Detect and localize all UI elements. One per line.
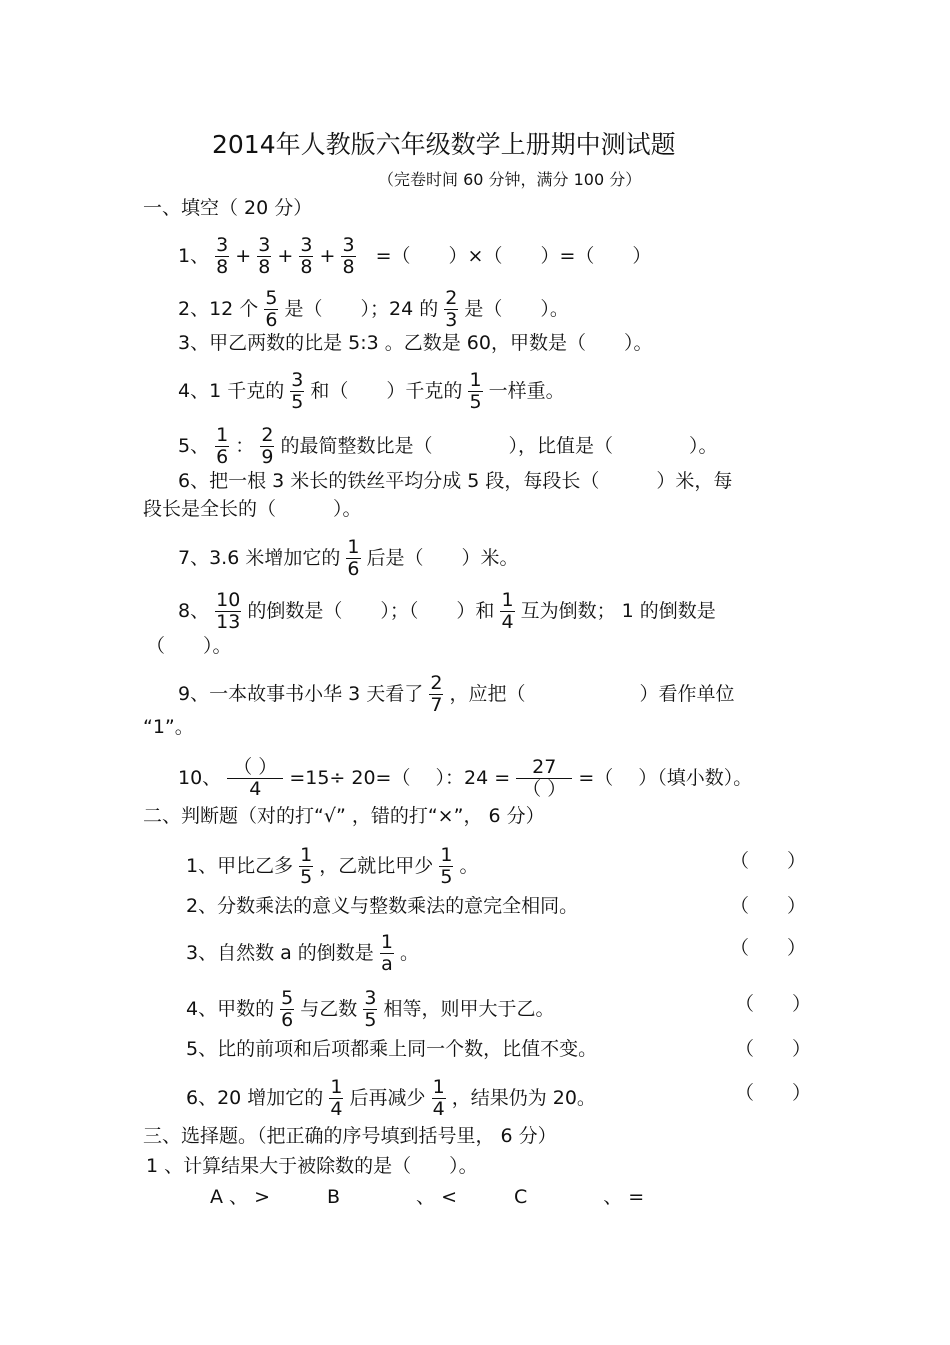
question-1-10: 10、 （ ） 4 =15÷ 20=（ ）：24 = 27 （ ） =（ ）（填小数）。 — [178, 756, 753, 800]
question-1-5: 5、 $\frac{1}{6}$ ： $\frac{2}{9}$ 的最简整数比是（ ），比值是（ ）。 — [178, 424, 718, 468]
question-1-3: 3、甲乙两数的比是 5:3 。乙数是 60，甲数是（ ）。 — [178, 332, 653, 354]
question-1-6-line2: 段长是全长的（ ）。 — [143, 498, 362, 520]
judgement-2: 2、分数乘法的意义与整数乘法的意完全相同。 — [186, 895, 579, 917]
section-3-heading: 三、选择题。（把正确的序号填到括号里， 6 分） — [143, 1125, 557, 1147]
judgement-5: 5、比的前项和后项都乘上同一个数，比值不变。 — [186, 1038, 598, 1060]
question-1-1: 1、 $\frac{3}{8}$ + $\frac{3}{8}$ + $\frac{3}{8}$ + $\frac{3}{8}$ =（ ）×（ ）=（ ） — [178, 234, 652, 278]
choice-1-options: A 、 > B 、 < C 、 = — [210, 1186, 645, 1208]
question-1-9-line1: 9、一本故事书小华 3 天看了 $\frac{2}{7}$ ，应把（ ）看作单位 — [178, 672, 735, 716]
page-subtitle: （完卷时间 60 分钟，满分 100 分） — [378, 170, 642, 189]
question-1-8-line2: （ ）。 — [146, 635, 232, 657]
judgement-1: 1、甲比乙多 $\frac{1}{5}$ ，乙就比甲少 $\frac{1}{5}$ 。 — [186, 844, 479, 888]
judgement-6-answer-box[interactable]: （ ） — [735, 1082, 812, 1104]
question-1-8-line1: 8、 $\frac{10}{13}$ 的倒数是（ ）；（ ）和 $\frac{1}{4}$ 互为倒数； 1 的倒数是 — [178, 589, 716, 633]
judgement-6: 6、20 增加它的 $\frac{1}{4}$ 后再减少 $\frac{1}{4}$ ，结果仍为 20。 — [186, 1076, 596, 1120]
question-1-7: 7、3.6 米增加它的 $\frac{1}{6}$ 后是（ ）米。 — [178, 536, 519, 580]
judgement-4: 4、甲数的 $\frac{5}{6}$ 与乙数 $\frac{3}{5}$ 相等，则甲大于乙。 — [186, 987, 555, 1031]
judgement-2-answer-box[interactable]: （ ） — [730, 895, 807, 917]
judgement-4-answer-box[interactable]: （ ） — [735, 993, 812, 1015]
question-1-4: 4、1 千克的 $\frac{3}{5}$ 和（ ）千克的 $\frac{1}{5}$ 一样重。 — [178, 369, 565, 413]
judgement-1-answer-box[interactable]: （ ） — [730, 850, 807, 872]
section-1-heading: 一、填空（ 20 分） — [143, 197, 313, 219]
choice-1: 1 、计算结果大于被除数的是（ ）。 — [146, 1155, 478, 1177]
question-1-6-line1: 6、把一根 3 米长的铁丝平均分成 5 段，每段长（ ）米，每 — [178, 470, 733, 492]
judgement-3: 3、自然数 a 的倒数是 $\frac{1}{a}$ 。 — [186, 931, 420, 975]
page-title: 2014年人教版六年级数学上册期中测试题 — [212, 130, 676, 159]
judgement-3-answer-box[interactable]: （ ） — [730, 937, 807, 959]
judgement-5-answer-box[interactable]: （ ） — [735, 1038, 812, 1060]
section-2-heading: 二、判断题（对的打“√” ，错的打“×”， 6 分） — [143, 805, 545, 827]
question-1-2: 2、12 个 $\frac{5}{6}$ 是（ ）；24 的 $\frac{2}{3}$ 是（ ）。 — [178, 287, 569, 331]
question-1-9-line2: “1”。 — [143, 716, 194, 738]
